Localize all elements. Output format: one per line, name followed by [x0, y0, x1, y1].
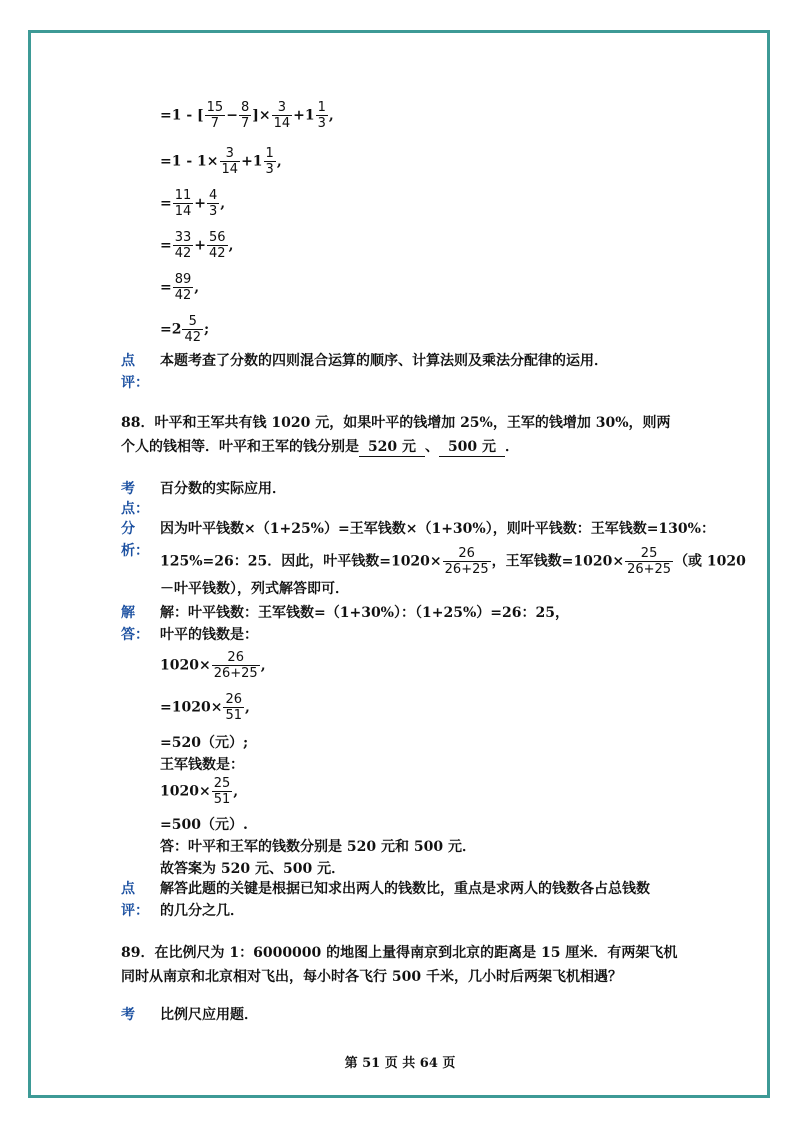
solution-line-8: =500（元）. [160, 817, 248, 833]
fraction [223, 692, 244, 723]
page-footer: 第 51 页 共 64 页 [344, 1056, 456, 1071]
text: ，王军钱数=1020× [491, 553, 625, 570]
solution-line-4 [160, 692, 250, 723]
analysis-line-1: 因为叶平钱数×（1+25%）=王军钱数×（1+30%），则叶平钱数：王军钱数=130%： [160, 521, 715, 537]
solution-line-2: 叶平的钱数是： [160, 627, 258, 643]
fraction [207, 230, 228, 261]
text: 1020× [160, 783, 211, 800]
text: ]× [252, 107, 271, 124]
comment-text: 本题考查了分数的四则混合运算的顺序、计算法则及乘法分配律的运用． [160, 353, 608, 369]
text: +1 [241, 153, 263, 170]
text: , [233, 783, 239, 800]
denominator: 3 [317, 116, 326, 131]
denominator: 26+25 [213, 666, 258, 681]
denominator: 14 [221, 162, 239, 177]
solution-line-7 [160, 776, 238, 807]
fraction [207, 188, 219, 219]
text: , [244, 699, 250, 716]
numerator: 3 [220, 146, 241, 162]
text: （或 1020 [674, 553, 746, 570]
fraction [264, 146, 276, 177]
numerator: 15 [206, 100, 224, 115]
fraction [625, 546, 673, 577]
solution-line-1: 解：叶平钱数：王军钱数=（1+30%）：（1+25%）=26：25， [160, 605, 569, 621]
text: = [160, 279, 172, 296]
text: ; [204, 321, 210, 338]
calc-line-1 [160, 100, 334, 131]
question-89-line-2: 同时从南京和北京相对飞出，每小时各飞行 500 千米，几小时后两架飞机相遇？ [121, 969, 622, 985]
fraction [220, 146, 241, 177]
calc-line-2 [160, 146, 282, 177]
denominator: 42 [184, 330, 202, 345]
denominator: 7 [210, 116, 220, 131]
text: , [194, 279, 200, 296]
denominator: 3 [265, 162, 274, 177]
answer-blank-1: 520 元 [359, 438, 425, 457]
text: =1020× [160, 699, 223, 716]
calc-line-5 [160, 272, 199, 303]
denominator: 3 [209, 204, 218, 219]
fraction [212, 776, 233, 807]
denominator: 26+25 [627, 562, 672, 577]
label-kao: 考 [121, 1007, 135, 1023]
denominator: 42 [174, 246, 192, 261]
text: , [220, 195, 226, 212]
text: , [328, 107, 334, 124]
fraction [316, 100, 328, 131]
solution-line-10: 故答案为 520 元、500 元． [160, 861, 346, 877]
denominator: 14 [174, 204, 192, 219]
fraction [173, 188, 194, 219]
label-jie: 解 [121, 605, 135, 621]
text: , [228, 237, 234, 254]
solution-line-3 [160, 650, 266, 681]
comment-88-line-2: 的几分之几． [160, 903, 244, 919]
text: + [194, 195, 207, 212]
label-kao: 考 [121, 481, 135, 497]
calc-line-4 [160, 230, 233, 261]
kaodian-text: 百分数的实际应用． [160, 481, 286, 497]
fraction [212, 650, 260, 681]
analysis-line-3: －叶平钱数），列式解答即可． [160, 581, 349, 597]
numerator: 26 [225, 692, 242, 707]
calc-line-6 [160, 314, 209, 345]
fraction [443, 546, 491, 577]
solution-line-6: 王军钱数是： [160, 757, 244, 773]
numerator: 25 [625, 546, 673, 562]
solution-line-5: =520（元）; [160, 735, 249, 751]
label-fen: 分 [121, 521, 135, 537]
text: 1020× [160, 657, 211, 674]
denominator: 42 [209, 246, 226, 261]
fraction [173, 272, 194, 303]
fraction [182, 314, 203, 345]
text: = [160, 237, 172, 254]
denominator: 7 [240, 116, 250, 131]
label-dian: 点 [121, 881, 135, 897]
label-xi: 析： [121, 543, 149, 559]
denominator: 26+25 [444, 562, 489, 577]
label-ping: 评： [121, 375, 149, 391]
text: + [194, 237, 207, 254]
question-88-line-2 [121, 438, 519, 457]
numerator: 56 [209, 230, 226, 245]
text: − [226, 107, 238, 124]
comment-88-line-1: 解答此题的关键是根据已知求出两人的钱数比，重点是求两人的钱数各占总钱数 [160, 881, 650, 897]
numerator: 11 [174, 188, 192, 203]
text: +1 [293, 107, 315, 124]
text: 、 [425, 439, 439, 455]
text: ． [505, 439, 519, 455]
denominator: 51 [213, 792, 231, 807]
denominator: 51 [225, 708, 242, 723]
label-da: 答： [121, 627, 149, 643]
text: =1 - [ [160, 107, 204, 124]
text: =1 - 1× [160, 153, 219, 170]
calc-line-3 [160, 188, 225, 219]
text: 125%=26：25．因此，叶平钱数=1020× [160, 553, 442, 570]
label-dian: 点 [121, 353, 135, 369]
numerator: 4 [209, 188, 218, 203]
numerator: 89 [174, 272, 192, 287]
fraction [173, 230, 194, 261]
label-ping: 评： [121, 903, 149, 919]
fraction [205, 100, 226, 131]
denominator: 14 [273, 116, 291, 131]
question-89-line-1: 89．在比例尺为 1：6000000 的地图上量得南京到北京的距离是 15 厘米．有两架飞机 [121, 945, 678, 961]
text: =2 [160, 321, 182, 338]
solution-line-9: 答：叶平和王军的钱数分别是 520 元和 500 元． [160, 839, 476, 855]
fraction [272, 100, 293, 131]
numerator: 33 [174, 230, 192, 245]
numerator: 3 [272, 100, 293, 116]
numerator: 5 [182, 314, 203, 330]
fraction [239, 100, 251, 131]
analysis-line-2 [160, 546, 746, 577]
question-88-line-1: 88．叶平和王军共有钱 1020 元，如果叶平的钱增加 25%，王军的钱增加 30%，则两 [121, 415, 671, 431]
numerator: 1 [317, 100, 326, 115]
numerator: 8 [240, 100, 250, 115]
denominator: 42 [174, 288, 192, 303]
kaodian-89-text: 比例尺应用题． [160, 1007, 258, 1023]
text: = [160, 195, 172, 212]
numerator: 26 [443, 546, 491, 562]
numerator: 26 [212, 650, 260, 666]
numerator: 25 [213, 776, 231, 791]
text: , [260, 657, 266, 674]
answer-blank-2: 500 元 [439, 438, 505, 457]
text: 个人的钱相等．叶平和王军的钱分别是 [121, 439, 359, 455]
numerator: 1 [265, 146, 274, 161]
label-dian2: 点： [121, 501, 149, 517]
text: , [276, 153, 282, 170]
